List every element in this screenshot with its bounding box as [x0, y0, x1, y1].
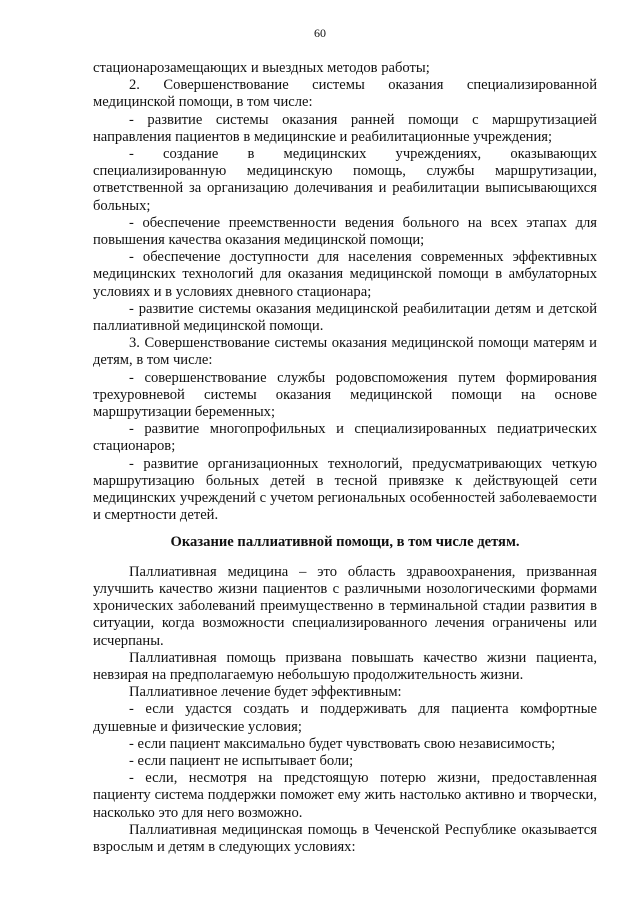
- list-item: - если пациент максимально будет чувствовать свою независимость;: [129, 735, 556, 752]
- list-item: - если пациент не испытывает боли;: [129, 752, 354, 769]
- list-item: - обеспечение доступности для населения современных эффективных медицинских технологий для оказания медицинской помощи в амбулаторных условиях и в условиях дневного стационара;: [93, 249, 597, 300]
- section-heading: Оказание паллиативной помощи, в том числе детям.: [170, 534, 520, 551]
- paragraph: 3. Совершенствование системы оказания медицинской помощи матерям и детям, в том числе:: [93, 335, 597, 369]
- document-body: [93, 60, 597, 856]
- list-item: - обеспечение преемственности ведения больного на всех этапах для повышения качества оказания медицинской помощи;: [93, 214, 597, 249]
- list-item: - совершенствование службы родовспоможения путем формирования трехуровневой системы оказания медицинской помощи на основе маршрутизации беременных;: [93, 369, 597, 421]
- paragraph: Паллиативное лечение будет эффективным:: [129, 684, 402, 701]
- list-item: - развитие системы оказания медицинской реабилитации детям и детской паллиативной медицинской помощи.: [93, 300, 597, 335]
- list-item: - если удастся создать и поддерживать для пациента комфортные душевные и физические условия;: [93, 701, 597, 735]
- paragraph: Паллиативная медицина – это область здравоохранения, призванная улучшить качество жизни пациентов с различными нозологическими формами хронических заболеваний преимущественно в терминальной стадии развития в ситуации, когда возможности специализированного лечения ограничены или исчерпаны.: [93, 563, 597, 649]
- list-item: - развитие организационных технологий, предусматривающих четкую маршрутизацию больных детей в тесной привязке к действующей сети медицинских учреждений с учетом региональных особенностей заболеваемости и смертности детей.: [93, 455, 597, 524]
- list-item: - если, несмотря на предстоящую потерю жизни, предоставленная пациенту система поддержки поможет ему жить настолько активно и творчески, насколько это для него возможно.: [93, 770, 597, 821]
- paragraph: Паллиативная помощь призвана повышать качество жизни пациента, невзирая на предполагаемую небольшую продолжительность жизни.: [93, 649, 597, 683]
- page-number: 60: [314, 26, 326, 40]
- paragraph: Паллиативная медицинская помощь в Чеченской Республике оказывается взрослым и детям в следующих условиях:: [93, 821, 597, 855]
- list-item: - развитие системы оказания ранней помощи с маршрутизацией направления пациентов в медицинские и реабилитационные учреждения;: [93, 111, 597, 145]
- list-item: - создание в медицинских учреждениях, оказывающих специализированную медицинскую помощь, службы маршрутизации, ответственной за организацию долечивания и реабилитации выписывающихся больных;: [93, 146, 597, 214]
- paragraph: стационарозамещающих и выездных методов работы;: [93, 60, 430, 76]
- list-item: - развитие многопрофильных и специализированных педиатрических стационаров;: [93, 421, 597, 455]
- paragraph: 2. Совершенствование системы оказания специализированной медицинской помощи, в том числе:: [93, 77, 597, 111]
